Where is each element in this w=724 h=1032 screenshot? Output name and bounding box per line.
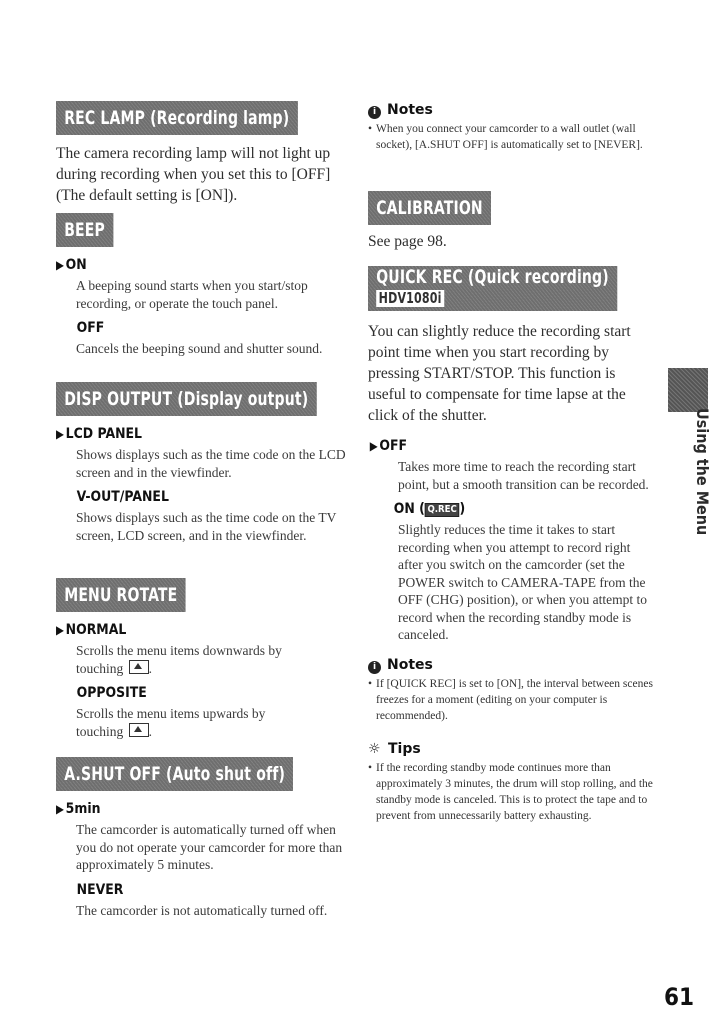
- section-beep: [56, 213, 346, 358]
- lightbulb-icon: ☼: [368, 741, 381, 757]
- triangle-right-icon: ▶: [56, 427, 64, 441]
- option-description: Scrolls the menu items downwards by touching .: [76, 643, 282, 676]
- page-number: 61: [664, 983, 695, 1011]
- option-label: ▶ 5min: [56, 801, 101, 817]
- option-label: ▶ LCD PANEL: [56, 426, 142, 442]
- option-description: The camcorder is not automatically turned off.: [76, 902, 328, 918]
- section-banner: REC LAMP (Recording lamp): [56, 101, 298, 135]
- section-banner: DISP OUTPUT (Display output): [56, 382, 316, 416]
- option-label: V-OUT/PANEL: [76, 489, 169, 505]
- option-label: ▶ NORMAL: [56, 622, 127, 638]
- option-description: Slightly reduces the time it takes to start recording when you attempt to record right after you switch on the camcorder (set the POWER switch to CAMERA-TAPE from the OFF (CHG) position), or when you attempt to record when the recording standby mode is canceled.: [398, 522, 647, 642]
- section-banner: MENU ROTATE: [56, 578, 186, 612]
- up-arrow-button-icon: [129, 660, 149, 674]
- triangle-right-icon: ▶: [56, 258, 64, 272]
- up-arrow-button-icon: [129, 723, 149, 737]
- section-banner: CALIBRATION: [368, 191, 491, 225]
- option-description: Scrolls the menu items upwards by touching .: [76, 706, 266, 739]
- triangle-right-icon: ▶: [56, 623, 64, 637]
- option-label: OPPOSITE: [76, 685, 147, 701]
- section-banner: A.SHUT OFF (Auto shut off): [56, 757, 293, 791]
- section-quick-rec: [368, 266, 658, 644]
- option-description: The camcorder is automatically turned off when you do not operate your camcorder for more than approximately 5 minutes.: [76, 822, 343, 872]
- option-label: OFF: [76, 320, 105, 336]
- notes-icon: i: [368, 661, 381, 674]
- section-body: The camera recording lamp will not light up during recording when you set this to [OFF] (The default setting is [ON]).: [56, 145, 331, 204]
- section-body: See page 98.: [368, 233, 447, 250]
- option-label: ▶ OFF: [369, 438, 408, 454]
- option-description: Shows displays such as the time code on the LCD screen and in the viewfinder.: [76, 447, 346, 480]
- note-item: • If [QUICK REC] is set to [ON], the interval between scenes freezes for a moment (editing on your computer is recommended).: [368, 676, 658, 724]
- section-banner: QUICK REC (Quick recording) HDV1080i: [368, 266, 617, 311]
- tips-box: [368, 740, 658, 824]
- option-label: ▶ ON: [56, 257, 87, 273]
- q-rec-icon: Q.REC: [425, 503, 460, 517]
- notes-icon: i: [368, 106, 381, 119]
- chapter-tab-marker: [668, 368, 708, 412]
- section-banner: BEEP: [56, 213, 113, 247]
- section-calibration: [368, 191, 518, 252]
- triangle-right-icon: ▶: [56, 802, 64, 816]
- option-label: ON ( Q.REC ): [393, 501, 466, 517]
- section-menu-rotate: [56, 578, 346, 740]
- tips-heading: ☼ Tips: [368, 741, 421, 757]
- section-body: You can slightly reduce the recording start point time when you start recording by pressing START/STOP. This function is useful to compensate for time lapse at the click of the shutter.: [368, 323, 631, 424]
- option-description: A beeping sound starts when you start/stop recording, or operate the touch panel.: [76, 278, 308, 311]
- notes-box: [368, 656, 658, 724]
- chapter-side-label: Using the Menu: [693, 408, 712, 536]
- notes-box: [368, 101, 658, 153]
- option-description: Shows displays such as the time code on the TV screen, LCD screen, and in the viewfinder.: [76, 510, 337, 543]
- notes-heading: i Notes: [368, 656, 658, 674]
- triangle-right-icon: ▶: [369, 439, 378, 453]
- hdv1080i-badge: HDV1080i: [376, 290, 444, 307]
- option-description: Takes more time to reach the recording start point, but a smooth transition can be recorded.: [398, 459, 649, 492]
- option-label: NEVER: [76, 881, 124, 898]
- note-item: • When you connect your camcorder to a wall outlet (wall socket), [A.SHUT OFF] is automatically set to [NEVER].: [368, 121, 658, 153]
- tip-item: • If the recording standby mode continues more than approximately 3 minutes, the drum will stop rolling, and the standby mode is canceled. This is to protect the tape and to prevent from unnecessarily battery exhausting.: [368, 760, 658, 824]
- section-rec-lamp: [56, 101, 351, 206]
- section-disp-output: [56, 382, 374, 544]
- option-description: Cancels the beeping sound and shutter sound.: [76, 341, 323, 356]
- section-a-shut-off: [56, 757, 346, 919]
- notes-heading: i Notes: [368, 101, 658, 119]
